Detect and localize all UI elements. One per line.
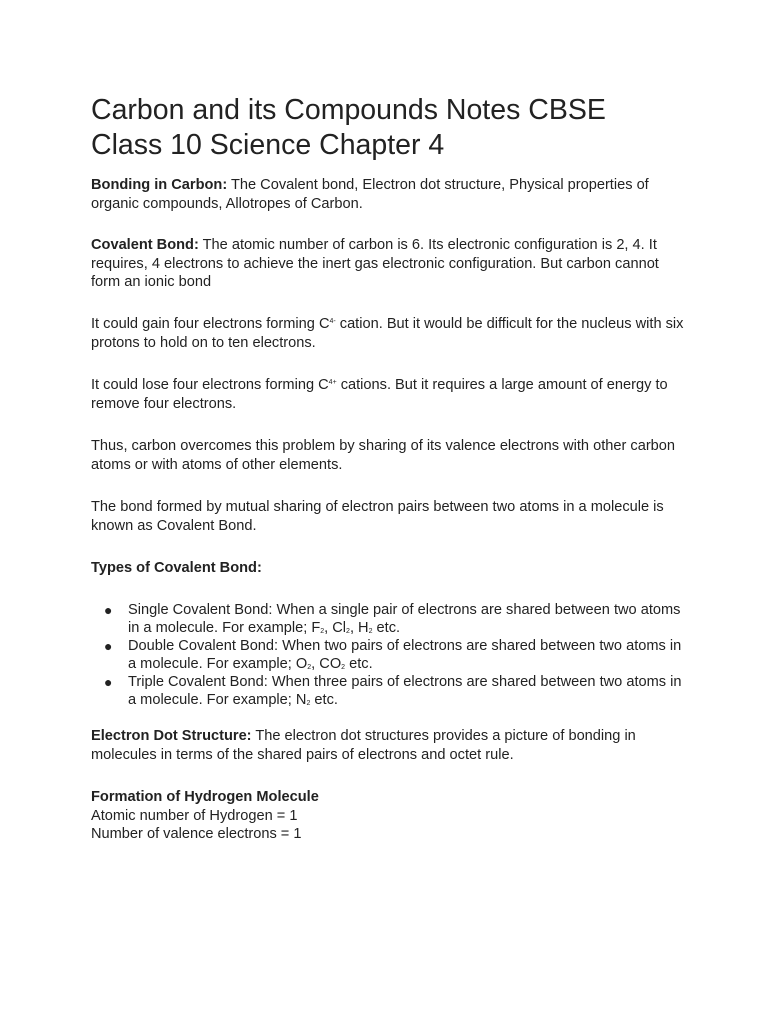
gain-text-post: cation. But it would be difficult for the nucleus with six protons to hold on to ten electrons.	[91, 316, 684, 351]
types-heading-text: Types of Covalent Bond:	[91, 560, 262, 576]
bullet-icon: ●	[104, 638, 113, 654]
types-heading	[91, 559, 691, 578]
covalent-types-list	[91, 601, 691, 709]
electron-dot-paragraph	[91, 727, 691, 764]
bullet-icon: ●	[104, 602, 113, 618]
gain-text-pre: It could gain four electrons forming C	[91, 316, 330, 332]
bonding-paragraph	[91, 176, 691, 213]
hydrogen-heading: Formation of Hydrogen Molecule	[91, 789, 319, 805]
gain-charge: 4-	[329, 318, 336, 325]
title-line-1: Carbon and its Compounds Notes CBSE	[91, 94, 606, 126]
electron-dot-text: The electron dot structures provides a picture of bonding in molecules in terms of the shared pairs of electrons and octet rule.	[91, 728, 636, 763]
list-item-double: ● Double Covalent Bond: When two pairs of electrons are shared between two atoms in a molecule. For example; $O_2$, $CO_2$ etc.	[104, 638, 682, 672]
covalent-paragraph	[91, 236, 691, 292]
lose-paragraph	[91, 376, 691, 413]
bond-definition-paragraph: The bond formed by mutual sharing of electron pairs between two atoms in a molecule is known as Covalent Bond.	[91, 499, 664, 534]
title-line-2: Class 10 Science Chapter 4	[91, 129, 445, 161]
electron-dot-label: Electron Dot Structure:	[91, 728, 252, 744]
thus-paragraph: Thus, carbon overcomes this problem by sharing of its valence electrons with other carbon atoms or with atoms of other elements.	[91, 438, 676, 473]
bullet-icon: ●	[104, 674, 113, 690]
hydrogen-valence-electrons: Number of valence electrons = 1	[91, 826, 302, 842]
covalent-label: Covalent Bond:	[91, 237, 199, 253]
covalent-text: The atomic number of carbon is 6. Its electronic configuration is 2, 4. It requires, 4 electrons to achieve the inert gas electronic configuration. But carbon cannot form an ionic bond	[91, 237, 659, 290]
hydrogen-atomic-number: Atomic number of Hydrogen = 1	[91, 807, 298, 824]
hydrogen-section	[91, 788, 691, 844]
bonding-label: Bonding in Carbon:	[91, 177, 228, 193]
lose-text-pre: It could lose four electrons forming C	[91, 377, 329, 393]
gain-paragraph	[91, 315, 691, 352]
list-item-single: ● Single Covalent Bond: When a single pair of electrons are shared between two atoms in a molecule. For example; $F_2$, $Cl_2$, $H_2$ etc.	[104, 602, 681, 636]
lose-text-post: cations. But it requires a large amount of energy to remove four electrons.	[91, 377, 668, 412]
lose-charge: 4+	[328, 379, 337, 386]
page-title	[91, 93, 711, 163]
bonding-text: The Covalent bond, Electron dot structure, Physical properties of organic compounds, Allotropes of Carbon.	[91, 177, 649, 212]
list-item-triple: ● Triple Covalent Bond: When three pairs of electrons are shared between two atoms in a molecule. For example; $N_2$ etc.	[104, 674, 682, 708]
